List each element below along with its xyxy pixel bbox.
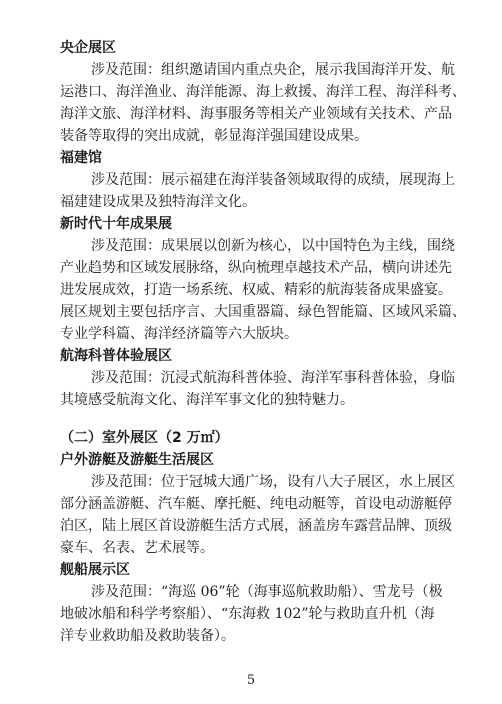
paragraph-line: 涉及范围：沉浸式航海科普体验、海洋军事科普体验，身临 [91,370,455,386]
paragraph-line: 洋专业救助船及救助装备）。 [60,628,235,644]
paragraph-line: 装备等取得的突出成就，彰显海洋强国建设成果。 [60,128,368,144]
paragraph-line: 涉及范围：组织邀请国内重点央企，展示我国海洋开发、航 [91,62,455,78]
paragraph-line: 福建建设成果及独特海洋文化。 [60,194,256,210]
paragraph-line: 涉及范围：展示福建在海洋装备领域取得的成绩，展现海上 [91,172,455,188]
paragraph-line: 进发展成效，打造一场系统、权威、精彩的航海装备成果盛宴。 [60,282,452,298]
paragraph-line: 部分涵盖游艇、汽车艇、摩托艇、纯电动艇等，首设电动游艇停 [60,496,452,512]
page-number: 5 [246,673,256,688]
section-heading: 新时代十年成果展 [60,216,172,232]
paragraph-line: 产业趋势和区域发展脉络，纵向梳理卓越技术产品，横向讲述先 [60,260,452,276]
section-heading: （二）室外展区（2 万㎡） [60,430,229,446]
paragraph-line: 涉及范围：“海巡 06”轮（海事巡航救助船）、雪龙号（极 [91,584,443,600]
paragraph-line: 涉及范围：成果展以创新为核心，以中国特色为主线，围绕 [91,238,455,254]
paragraph-line: 运港口、海洋渔业、海洋能源、海上救援、海洋工程、海洋科考、 [60,84,466,100]
section-heading: 福建馆 [60,150,102,166]
paragraph-line: 海洋文旅、海洋材料、海事服务等相关产业领域有关技术、产品 [60,106,452,122]
paragraph-line: 专业学科篇、海洋经济篇等六大版块。 [60,326,298,342]
paragraph-line: 涉及范围：位于冠城大通广场，设有八大子展区，水上展区 [91,474,455,490]
paragraph-line: 地破冰船和科学考察船）、“东海救 102”轮与救助直升机（海 [60,606,435,622]
section-heading: 航海科普体验展区 [60,348,172,364]
paragraph-line: 泊区，陆上展区首设游艇生活方式展，涵盖房车露营品牌、顶级 [60,518,452,534]
section-heading: 央企展区 [60,40,116,56]
paragraph-line: 豪车、名表、艺术展等。 [60,540,214,556]
paragraph-line: 其境感受航海文化、海洋军事文化的独特魅力。 [60,392,354,408]
paragraph-line: 展区规划主要包括序言、大国重器篇、绿色智能篇、区域风采篇、 [60,304,466,320]
section-heading: 户外游艇及游艇生活展区 [60,452,214,468]
section-heading: 舰船展示区 [60,562,130,578]
